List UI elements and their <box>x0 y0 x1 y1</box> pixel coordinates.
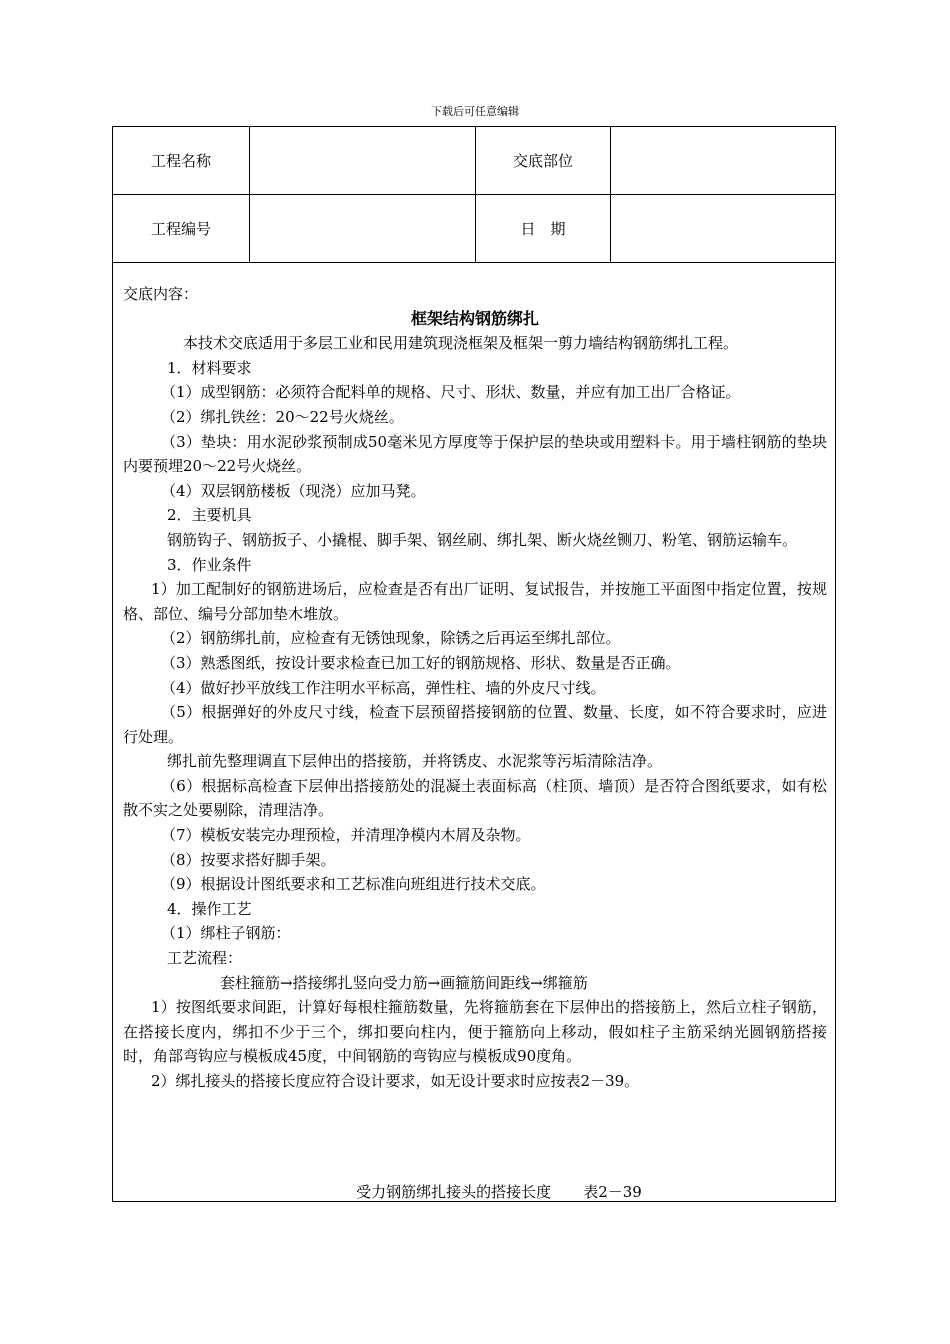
paragraph: （7）模板安装完办理预检，并清理净模内木屑及杂物。 <box>161 826 531 845</box>
paragraph: 钢筋钩子、钢筋扳子、小撬棍、脚手架、钢丝刷、绑扎架、断火烧丝铡刀、粉笔、钢筋运输车。 <box>167 530 798 549</box>
table-number: 表2－39 <box>583 1183 642 1201</box>
project-number-label: 工程编号 <box>113 195 250 262</box>
document-title: 框架结构钢筋绑扎 <box>410 308 539 328</box>
paragraph: （4）做好抄平放线工作注明水平标高，弹性柱、墙的外皮尺寸线。 <box>161 678 606 697</box>
disclosure-location-value[interactable] <box>611 127 835 194</box>
date-label: 日 期 <box>476 195 611 262</box>
download-note: 下载后可任意编辑 <box>431 105 519 118</box>
disclosure-form <box>112 126 836 1202</box>
paragraph: （4）双层钢筋楼板（现浇）应加马凳。 <box>161 481 426 500</box>
disclosure-location-label: 交底部位 <box>476 127 611 194</box>
paragraph: （3）垫块：用水泥砂浆预制成50毫米见方厚度等于保护层的垫块或用塑料卡。用于墙柱钢筋的垫块内要预埋20～22号火烧丝。 <box>123 432 827 476</box>
paragraph: （1）绑柱子钢筋： <box>161 924 291 943</box>
section-heading: 4．操作工艺 <box>167 899 252 918</box>
header-row-1 <box>113 127 835 195</box>
paragraph: （1）成型钢筋：必须符合配料单的规格、尺寸、形状、数量，并应有加工出厂合格证。 <box>161 383 741 402</box>
project-number-value[interactable] <box>250 195 476 262</box>
section-heading: 1．材料要求 <box>167 358 252 377</box>
paragraph: （6）根据标高检查下层伸出搭接筋处的混凝土表面标高（柱顶、墙顶）是否符合图纸要求，如有松散不实之处要剔除，清理洁净。 <box>123 776 827 820</box>
table-caption-text: 受力钢筋绑扎接头的搭接长度 <box>356 1183 552 1201</box>
disclosure-content <box>123 282 827 1094</box>
project-name-label: 工程名称 <box>113 127 250 194</box>
paragraph: 工艺流程： <box>167 949 243 968</box>
date-value[interactable] <box>611 195 835 262</box>
project-name-value[interactable] <box>250 127 476 194</box>
paragraph: （5）根据弹好的外皮尺寸线，检查下层预留搭接钢筋的位置、数量、长度，如不符合要求时，应进行处理。 <box>123 703 827 746</box>
paragraph: （8）按要求搭好脚手架。 <box>161 850 336 869</box>
paragraph: 本技术交底适用于多层工业和民用建筑现浇框架及框架一剪力墙结构钢筋绑扎工程。 <box>183 334 739 353</box>
paragraph: 1）按图纸要求间距，计算好每根柱箍筋数量，先将箍筋套在下层伸出的搭接筋上，然后立柱子钢筋，在搭接长度内，绑扣不少于三个，绑扣要向柱内，便于箍筋向上移动，假如柱子主筋采纳光圆钢筋搭接时，角部弯钩应与模板成45度，中间钢筋的弯钩应与模板成90度角。 <box>123 998 827 1066</box>
paragraph: （9）根据设计图纸要求和工艺标准向班组进行技术交底。 <box>161 875 546 894</box>
header-row-2 <box>113 195 835 263</box>
section-heading: 3．作业条件 <box>167 555 252 574</box>
paragraph: （3）熟悉图纸，按设计要求检查已加工好的钢筋规格、形状、数量是否正确。 <box>161 653 681 672</box>
content-label: 交底内容： <box>123 285 199 303</box>
paragraph: 1）加工配制好的钢筋进场后，应检查是否有出厂证明、复试报告，并按施工平面图中指定位置，按规格、部位、编号分部加垫木堆放。 <box>123 580 827 623</box>
section-heading: 2．主要机具 <box>167 506 252 525</box>
paragraph: 2）绑扎接头的搭接长度应符合设计要求，如无设计要求时应按表2－39。 <box>151 1072 640 1090</box>
table-caption <box>113 1181 835 1202</box>
paragraph: 绑扎前先整理调直下层伸出的搭接筋，并将锈皮、水泥浆等污垢清除洁净。 <box>167 752 663 771</box>
paragraph: （2）绑扎铁丝：20～22号火烧丝。 <box>161 407 404 426</box>
paragraph: （2）钢筋绑扎前，应检查有无锈蚀现象，除锈之后再运至绑扎部位。 <box>161 629 621 648</box>
process-flow: 套柱箍筋→搭接绑扎竖向受力筋→画箍筋间距线→绑箍筋 <box>220 973 588 992</box>
